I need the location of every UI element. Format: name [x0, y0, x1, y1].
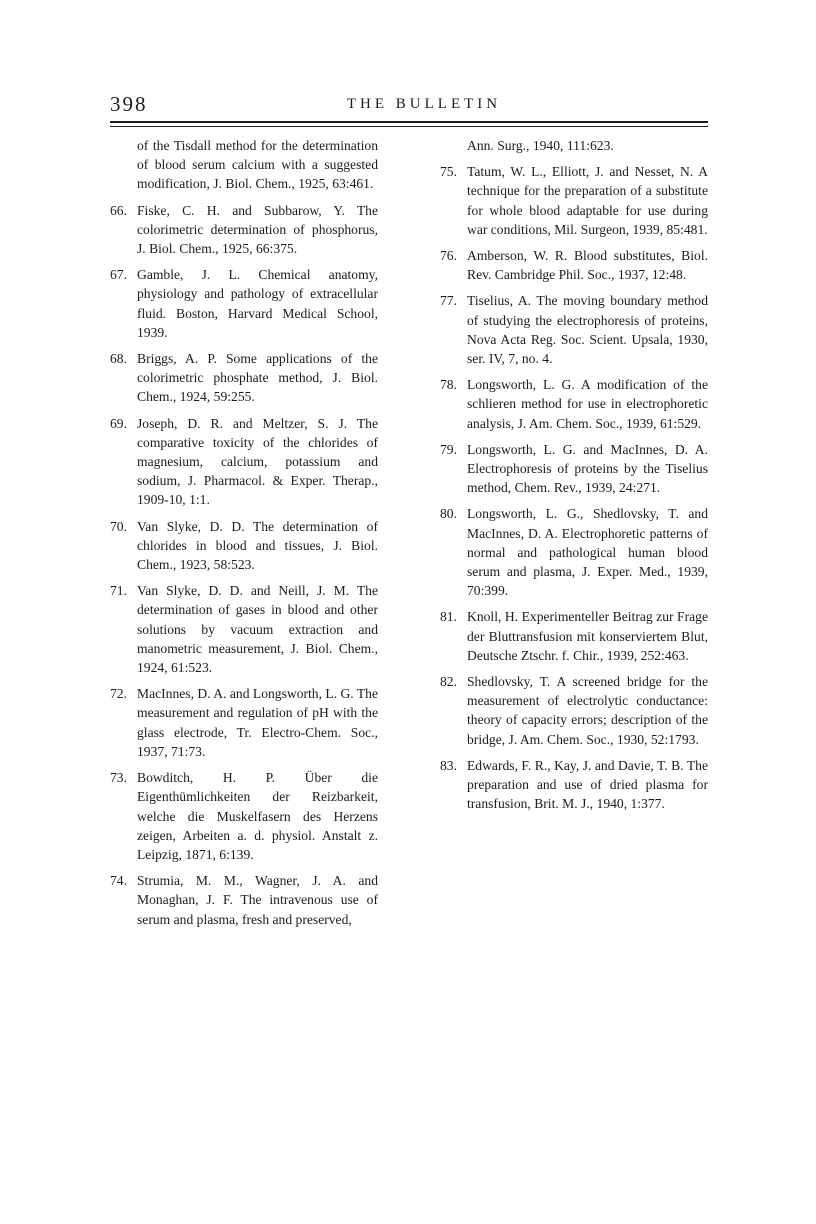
reference-text: Tiselius, A. The moving boundary method of studying the electrophoresis of proteins, Nova Acta Reg. Soc. Scient. Upsala, 1930, ser. IV, 7, no. 4.	[467, 293, 708, 367]
reference-number: 79.	[440, 441, 457, 457]
reference-text: Briggs, A. P. Some applications of the colorimetric phosphate method, J. Biol. Chem., 1924, 59:255.	[137, 351, 378, 405]
reference-item	[440, 291, 708, 368]
reference-text: of the Tisdall method for the determination of blood serum calcium with a suggested modification, J. Biol. Chem., 1925, 63:461.	[137, 138, 378, 192]
reference-text: Knoll, H. Experimenteller Beitrag zur Frage der Bluttransfusion mit konserviertem Blut, Deutsche Ztschr. f. Chir., 1939, 252:463.	[467, 609, 708, 663]
reference-number: 70.	[110, 518, 127, 534]
left-column	[110, 136, 378, 936]
reference-item	[440, 672, 708, 749]
reference-text: Ann. Surg., 1940, 111:623.	[467, 138, 614, 153]
reference-text: Amberson, W. R. Blood substitutes, Biol. Rev. Cambridge Phil. Soc., 1937, 12:48.	[467, 248, 708, 283]
reference-item	[110, 581, 378, 677]
reference-text: Gamble, J. L. Chemical anatomy, physiology and pathology of extracellular fluid. Boston, Harvard Medical School, 1939.	[137, 267, 378, 340]
reference-text: Joseph, D. R. and Meltzer, S. J. The comparative toxicity of the chlorides of magnesium, calcium, potassium and sodium, J. Pharmacol. & Exper. Therap., 1909-10, 1:1.	[137, 415, 378, 508]
reference-text: Van Slyke, D. D. The determination of chlorides in blood and tissues, J. Biol. Chem., 1923, 58:523.	[137, 518, 378, 573]
reference-continuation	[440, 136, 708, 155]
reference-text: Longsworth, L. G., Shedlovsky, T. and MacInnes, D. A. Electrophoretic patterns of normal and pathological human blood serum and plasma, J. Exper. Med., 1939, 70:399.	[467, 506, 708, 599]
reference-item	[110, 414, 378, 510]
reference-number: 76.	[440, 248, 457, 264]
reference-number: 83.	[440, 757, 457, 773]
reference-number: 69.	[110, 415, 127, 431]
reference-text: Fiske, C. H. and Subbarow, Y. The colorimetric determination of phosphorus, J. Biol. Chem., 1925, 66:375.	[137, 202, 378, 257]
reference-text: Shedlovsky, T. A screened bridge for the measurement of electrolytic conductance: theory of capacity errors; description of the bridge, J. Am. Chem. Soc., 1930, 52:1793.	[467, 674, 708, 747]
reference-number: 75.	[440, 164, 457, 180]
reference-text: Longsworth, L. G. and MacInnes, D. A. Electrophoresis of proteins by the Tiselius method, Chem. Rev., 1939, 24:271.	[467, 441, 708, 496]
reference-text: Edwards, F. R., Kay, J. and Davie, T. B. The preparation and use of dried plasma for transfusion, Brit. M. J., 1940, 1:377.	[467, 757, 708, 812]
reference-number: 71.	[110, 583, 127, 599]
right-column	[440, 136, 708, 821]
page-number: 398	[110, 92, 148, 116]
reference-item	[440, 440, 708, 498]
reference-number: 78.	[440, 377, 457, 393]
header-rule-thin	[110, 126, 708, 127]
page-header	[110, 92, 708, 122]
reference-item	[110, 517, 378, 575]
reference-text: Longsworth, L. G. A modification of the schlieren method for use in electrophoretic analysis, J. Am. Chem. Soc., 1939, 61:529.	[467, 377, 708, 431]
reference-item	[110, 871, 378, 929]
reference-text: Tatum, W. L., Elliott, J. and Nesset, N. A technique for the preparation of a substitute for whole blood adaptable for use during war conditions, Mil. Surgeon, 1939, 85:481.	[467, 164, 708, 237]
reference-item	[110, 768, 378, 864]
reference-number: 73.	[110, 770, 127, 786]
reference-number: 82.	[440, 674, 457, 690]
reference-text: Bowditch, H. P. Über die Eigenthümlichkeiten der Reizbarkeit, welche die Muskelfasern des Herzens zeigen, Arbeiten a. d. physiol. Anstalt z. Leipzig, 1871, 6:139.	[137, 770, 378, 862]
reference-number: 68.	[110, 351, 127, 367]
reference-number: 74.	[110, 873, 127, 889]
reference-continuation	[110, 136, 378, 194]
reference-item	[440, 375, 708, 433]
reference-text: Van Slyke, D. D. and Neill, J. M. The determination of gases in blood and other solutions by vacuum extraction and manometric measurement, J. Biol. Chem., 1924, 61:523.	[137, 583, 378, 676]
running-head: THE BULLETIN	[346, 96, 502, 112]
reference-item	[440, 756, 708, 814]
reference-item	[440, 246, 708, 284]
reference-number: 80.	[440, 506, 457, 522]
reference-item	[110, 201, 378, 259]
reference-item	[110, 349, 378, 407]
reference-item	[440, 504, 708, 600]
header-rule	[110, 121, 708, 123]
reference-text: MacInnes, D. A. and Longsworth, L. G. The measurement and regulation of pH with the glass electrode, Tr. Electro-Chem. Soc., 1937, 71:73.	[137, 686, 378, 759]
reference-item	[440, 162, 708, 239]
reference-item	[440, 607, 708, 665]
reference-text: Strumia, M. M., Wagner, J. A. and Monaghan, J. F. The intravenous use of serum and plasma, fresh and preserved,	[137, 873, 378, 927]
reference-number: 66.	[110, 202, 127, 218]
reference-number: 77.	[440, 293, 457, 309]
reference-item	[110, 684, 378, 761]
reference-number: 81.	[440, 609, 457, 625]
reference-number: 72.	[110, 686, 127, 702]
reference-number: 67.	[110, 267, 127, 283]
reference-item	[110, 265, 378, 342]
